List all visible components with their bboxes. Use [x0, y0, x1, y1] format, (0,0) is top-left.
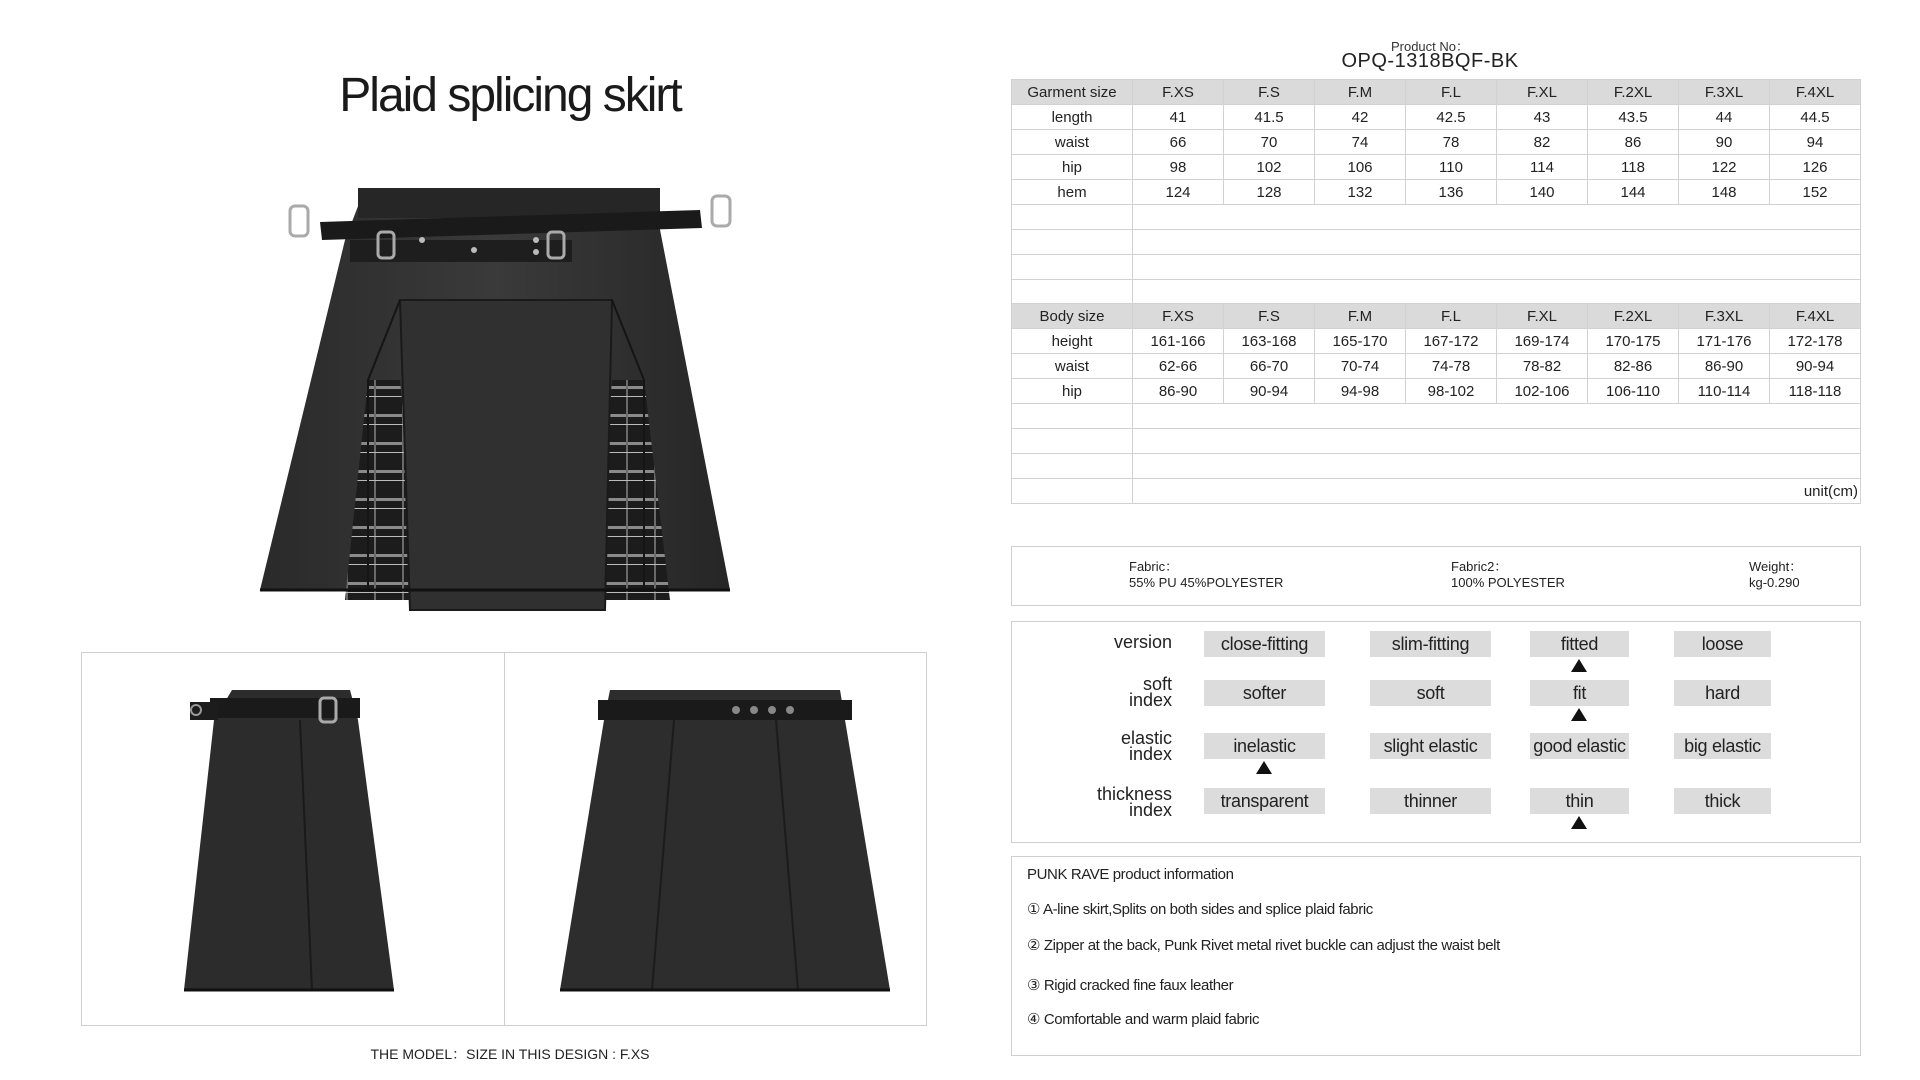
side-view-photo [170, 680, 430, 1010]
main-skirt-photo [250, 180, 770, 620]
table-cell: 102 [1224, 155, 1315, 180]
table-cell: 106-110 [1588, 379, 1679, 404]
header-cell: F.2XL [1588, 304, 1679, 329]
header-cell: F.XL [1497, 80, 1588, 105]
option-chip: soft [1370, 680, 1491, 706]
empty-row [1012, 404, 1861, 429]
product-number-label: Product No： [1390, 39, 1470, 54]
table-cell: 44 [1679, 105, 1770, 130]
empty-row [1012, 280, 1861, 305]
product-info-line: ② Zipper at the back, Punk Rivet metal rivet buckle can adjust the waist belt [1027, 937, 1500, 954]
empty-cell [1012, 280, 1133, 305]
fabric2-block [1451, 559, 1565, 591]
empty-row [1012, 230, 1861, 255]
header-cell: F.M [1315, 80, 1406, 105]
table-cell: 86-90 [1679, 354, 1770, 379]
option-chip: big elastic [1674, 733, 1771, 759]
header-cell: F.L [1406, 80, 1497, 105]
table-cell: 106 [1315, 155, 1406, 180]
header-cell: F.XL [1497, 304, 1588, 329]
fabric2-value: 100% POLYESTER [1451, 575, 1565, 590]
product-number: OPQ-1318BQF-BK [1341, 50, 1519, 72]
table-cell: 140 [1497, 180, 1588, 205]
index-label-line: elastic [1120, 728, 1172, 748]
table-cell: 118-118 [1770, 379, 1861, 404]
option-chip: fit [1530, 680, 1629, 706]
empty-cell [1012, 404, 1133, 429]
header-cell: F.XS [1133, 304, 1224, 329]
body-size-header [1012, 304, 1861, 329]
table-cell: 70-74 [1315, 354, 1406, 379]
option-chip: good elastic [1530, 733, 1629, 759]
empty-cell [1012, 479, 1133, 504]
selected-marker-icon [1571, 659, 1587, 672]
table-cell: 70 [1224, 130, 1315, 155]
header-cell: Garment size [1012, 80, 1133, 105]
table-cell: 44.5 [1770, 105, 1861, 130]
row-label: waist [1012, 130, 1133, 155]
option-chip: close-fitting [1204, 631, 1325, 657]
fabric1-block [1129, 559, 1283, 591]
index-label-line: index [1128, 690, 1172, 710]
option-chip: transparent [1204, 788, 1325, 814]
table-cell: 41.5 [1224, 105, 1315, 130]
weight-block [1749, 559, 1802, 591]
header-cell: F.M [1315, 304, 1406, 329]
option-chip: inelastic [1204, 733, 1325, 759]
index-label-soft [1012, 676, 1172, 708]
table-cell: 82 [1497, 130, 1588, 155]
row-label: hem [1012, 180, 1133, 205]
empty-cell [1133, 429, 1861, 454]
index-label-line: index [1128, 800, 1172, 820]
table-cell: 171-176 [1679, 329, 1770, 354]
index-label-line: thickness [1096, 784, 1172, 804]
row-label: hip [1012, 379, 1133, 404]
table-cell: 43.5 [1588, 105, 1679, 130]
table-cell: 42 [1315, 105, 1406, 130]
row-label: height [1012, 329, 1133, 354]
empty-row [1012, 255, 1861, 280]
index-label-line: soft [1142, 674, 1172, 694]
back-view-photo [540, 680, 910, 1010]
table-cell: 102-106 [1497, 379, 1588, 404]
table-cell: 148 [1679, 180, 1770, 205]
table-cell: 98 [1133, 155, 1224, 180]
option-chip: thick [1674, 788, 1771, 814]
table-cell: 152 [1770, 180, 1861, 205]
index-label-line: version [1113, 632, 1172, 652]
garment-size-header [1012, 80, 1861, 105]
empty-cell [1133, 230, 1861, 255]
table-row [1012, 180, 1861, 205]
option-chip: thinner [1370, 788, 1491, 814]
table-cell: 98-102 [1406, 379, 1497, 404]
empty-row [1012, 454, 1861, 479]
header-cell: F.4XL [1770, 304, 1861, 329]
table-cell: 78-82 [1497, 354, 1588, 379]
table-row [1012, 329, 1861, 354]
empty-row [1012, 479, 1861, 504]
row-label: waist [1012, 354, 1133, 379]
index-label-version [1012, 634, 1172, 650]
row-label: hip [1012, 155, 1133, 180]
option-chip: loose [1674, 631, 1771, 657]
selected-marker-icon [1256, 761, 1272, 774]
unit-label: unit(cm) [1133, 479, 1861, 504]
option-chip: slight elastic [1370, 733, 1491, 759]
table-cell: 90 [1679, 130, 1770, 155]
table-cell: 86 [1588, 130, 1679, 155]
table-cell: 82-86 [1588, 354, 1679, 379]
table-cell: 43 [1497, 105, 1588, 130]
empty-row [1012, 429, 1861, 454]
header-cell: F.S [1224, 304, 1315, 329]
fabric2-label: Fabric2： [1451, 559, 1508, 574]
empty-cell [1012, 255, 1133, 280]
header-cell: F.4XL [1770, 80, 1861, 105]
table-cell: 86-90 [1133, 379, 1224, 404]
table-cell: 42.5 [1406, 105, 1497, 130]
table-cell: 114 [1497, 155, 1588, 180]
product-info-heading: PUNK RAVE product information [1027, 866, 1234, 883]
table-row [1012, 379, 1861, 404]
table-cell: 78 [1406, 130, 1497, 155]
table-cell: 170-175 [1588, 329, 1679, 354]
product-info-line: ① A-line skirt,Splits on both sides and splice plaid fabric [1027, 901, 1373, 918]
empty-cell [1133, 404, 1861, 429]
empty-cell [1133, 205, 1861, 230]
empty-cell [1133, 454, 1861, 479]
table-row [1012, 130, 1861, 155]
empty-row [1012, 205, 1861, 230]
empty-cell [1012, 230, 1133, 255]
table-cell: 94-98 [1315, 379, 1406, 404]
option-chip: softer [1204, 680, 1325, 706]
table-cell: 74 [1315, 130, 1406, 155]
table-cell: 163-168 [1224, 329, 1315, 354]
index-label-thickness [1012, 786, 1172, 818]
table-cell: 124 [1133, 180, 1224, 205]
weight-value: kg-0.290 [1749, 575, 1800, 590]
thumbnail-divider [504, 652, 505, 1026]
fabric1-value: 55% PU 45%POLYESTER [1129, 575, 1284, 590]
table-row [1012, 155, 1861, 180]
table-cell: 132 [1315, 180, 1406, 205]
option-chip: thin [1530, 788, 1629, 814]
weight-label: Weight： [1749, 559, 1803, 574]
table-cell: 90-94 [1770, 354, 1861, 379]
table-cell: 90-94 [1224, 379, 1315, 404]
selected-marker-icon [1571, 708, 1587, 721]
table-cell: 62-66 [1133, 354, 1224, 379]
table-row [1012, 354, 1861, 379]
table-cell: 136 [1406, 180, 1497, 205]
index-label-line: index [1128, 744, 1172, 764]
table-cell: 94 [1770, 130, 1861, 155]
table-cell: 172-178 [1770, 329, 1861, 354]
product-info-line: ④ Comfortable and warm plaid fabric [1027, 1011, 1260, 1028]
table-cell: 161-166 [1133, 329, 1224, 354]
option-chip: hard [1674, 680, 1771, 706]
table-cell: 41 [1133, 105, 1224, 130]
table-cell: 126 [1770, 155, 1861, 180]
empty-cell [1012, 205, 1133, 230]
selected-marker-icon [1571, 816, 1587, 829]
table-cell: 165-170 [1315, 329, 1406, 354]
header-cell: F.3XL [1679, 80, 1770, 105]
empty-cell [1012, 454, 1133, 479]
table-cell: 110-114 [1679, 379, 1770, 404]
empty-cell [1133, 280, 1861, 305]
header-cell: Body size [1012, 304, 1133, 329]
table-cell: 167-172 [1406, 329, 1497, 354]
empty-cell [1012, 429, 1133, 454]
table-cell: 144 [1588, 180, 1679, 205]
table-cell: 128 [1224, 180, 1315, 205]
product-info-line: ③ Rigid cracked fine faux leather [1027, 977, 1234, 994]
option-chip: slim-fitting [1370, 631, 1491, 657]
option-chip: fitted [1530, 631, 1629, 657]
header-cell: F.L [1406, 304, 1497, 329]
header-cell: F.S [1224, 80, 1315, 105]
table-cell: 122 [1679, 155, 1770, 180]
table-cell: 110 [1406, 155, 1497, 180]
fabric1-label: Fabric： [1129, 559, 1179, 574]
header-cell: F.2XL [1588, 80, 1679, 105]
table-cell: 66 [1133, 130, 1224, 155]
table-cell: 74-78 [1406, 354, 1497, 379]
table-cell: 169-174 [1497, 329, 1588, 354]
empty-cell [1133, 255, 1861, 280]
garment-size-table [1011, 79, 1861, 305]
header-cell: F.3XL [1679, 304, 1770, 329]
header-cell: F.XS [1133, 80, 1224, 105]
row-label: length [1012, 105, 1133, 130]
index-label-elastic [1012, 730, 1172, 762]
body-size-table [1011, 303, 1861, 504]
product-title: Plaid splicing skirt [339, 69, 681, 122]
table-cell: 118 [1588, 155, 1679, 180]
model-size-note: THE MODEL：SIZE IN THIS DESIGN : F.XS [370, 1046, 650, 1062]
table-cell: 66-70 [1224, 354, 1315, 379]
table-row [1012, 105, 1861, 130]
